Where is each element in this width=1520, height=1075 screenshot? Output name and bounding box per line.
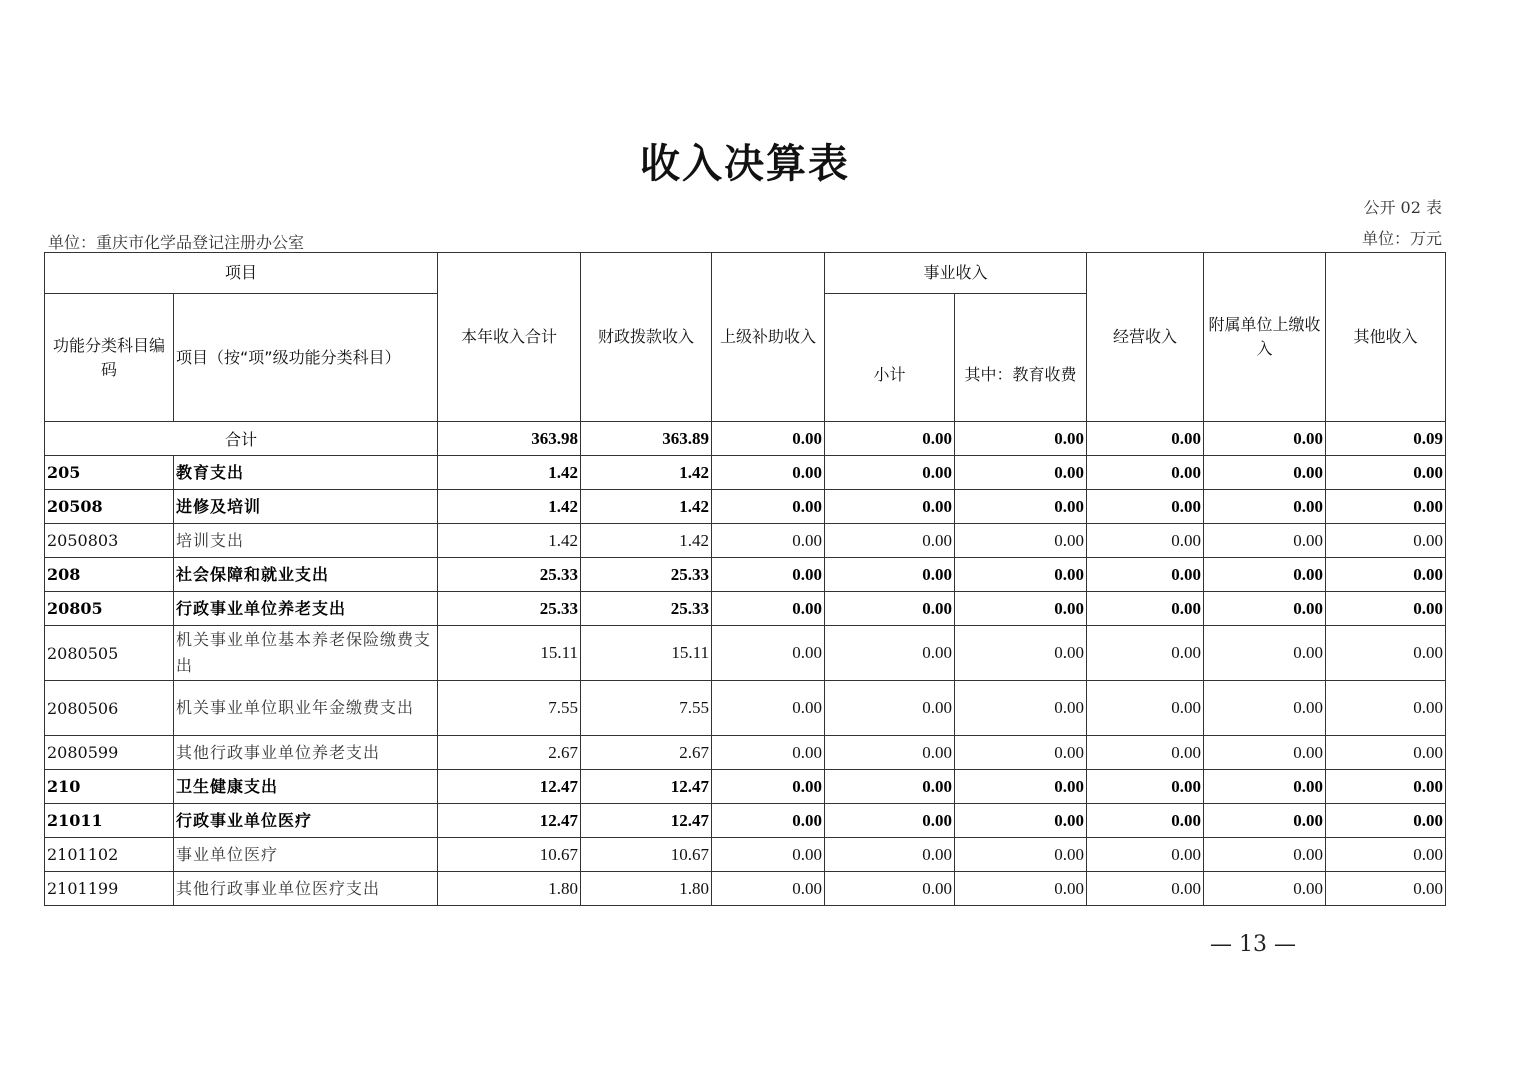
header-other: 其他收入 [1326, 253, 1446, 422]
row-code: 2080506 [45, 681, 174, 736]
row-value: 0.00 [825, 872, 955, 906]
row-value: 2.67 [438, 736, 581, 770]
row-value: 0.00 [1326, 592, 1446, 626]
row-code: 210 [45, 770, 174, 804]
row-value: 0.00 [825, 681, 955, 736]
row-value: 0.00 [825, 558, 955, 592]
row-value: 0.00 [1087, 681, 1204, 736]
row-value: 0.00 [825, 490, 955, 524]
row-value: 15.11 [438, 626, 581, 681]
header-education: 其中：教育收费 [955, 294, 1087, 422]
total-value: 0.00 [1087, 422, 1204, 456]
row-value: 0.00 [825, 770, 955, 804]
row-value: 12.47 [581, 770, 712, 804]
row-value: 0.00 [1326, 626, 1446, 681]
row-code: 21011 [45, 804, 174, 838]
table-row [45, 490, 1446, 524]
table-row [45, 736, 1446, 770]
income-table [44, 252, 1446, 906]
row-code: 2080505 [45, 626, 174, 681]
row-value: 1.42 [438, 490, 581, 524]
row-value: 0.00 [955, 872, 1087, 906]
row-value: 2.67 [581, 736, 712, 770]
row-code: 2080599 [45, 736, 174, 770]
row-value: 0.00 [1204, 626, 1326, 681]
row-value: 0.00 [1087, 456, 1204, 490]
row-name: 行政事业单位医疗 [174, 804, 438, 838]
row-value: 1.80 [438, 872, 581, 906]
row-value: 0.00 [1087, 804, 1204, 838]
row-value: 0.00 [825, 524, 955, 558]
row-code: 205 [45, 456, 174, 490]
header-upper-subsidy: 上级补助收入 [712, 253, 825, 422]
row-value: 0.00 [712, 804, 825, 838]
total-value: 0.09 [1326, 422, 1446, 456]
money-unit: 单位：万元 [1361, 229, 1442, 248]
row-value: 0.00 [825, 804, 955, 838]
row-value: 0.00 [712, 524, 825, 558]
row-value: 0.00 [1087, 524, 1204, 558]
row-value: 0.00 [1326, 872, 1446, 906]
table-row [45, 456, 1446, 490]
row-name: 机关事业单位职业年金缴费支出 [174, 681, 438, 736]
page-number: — 13 — [1210, 932, 1296, 957]
row-value: 1.80 [581, 872, 712, 906]
row-value: 1.42 [581, 456, 712, 490]
row-value: 25.33 [438, 558, 581, 592]
row-value: 0.00 [712, 770, 825, 804]
row-value: 0.00 [712, 838, 825, 872]
total-value: 363.98 [438, 422, 581, 456]
row-value: 7.55 [438, 681, 581, 736]
row-code: 2101102 [45, 838, 174, 872]
table-row [45, 770, 1446, 804]
row-value: 0.00 [1204, 770, 1326, 804]
row-value: 0.00 [1204, 838, 1326, 872]
total-value: 0.00 [825, 422, 955, 456]
row-name: 卫生健康支出 [174, 770, 438, 804]
row-code: 208 [45, 558, 174, 592]
row-value: 0.00 [1087, 838, 1204, 872]
row-value: 0.00 [955, 626, 1087, 681]
row-value: 0.00 [712, 872, 825, 906]
row-value: 0.00 [1204, 681, 1326, 736]
row-name: 进修及培训 [174, 490, 438, 524]
row-value: 0.00 [712, 626, 825, 681]
table-row [45, 558, 1446, 592]
row-name: 社会保障和就业支出 [174, 558, 438, 592]
row-name: 事业单位医疗 [174, 838, 438, 872]
row-value: 1.42 [438, 524, 581, 558]
row-value: 10.67 [581, 838, 712, 872]
row-value: 0.00 [1326, 456, 1446, 490]
total-value: 0.00 [955, 422, 1087, 456]
row-value: 0.00 [955, 804, 1087, 838]
row-value: 0.00 [1326, 490, 1446, 524]
row-value: 0.00 [712, 681, 825, 736]
row-value: 25.33 [581, 592, 712, 626]
row-value: 0.00 [1087, 490, 1204, 524]
row-value: 0.00 [1087, 770, 1204, 804]
row-value: 0.00 [825, 592, 955, 626]
row-value: 0.00 [1204, 524, 1326, 558]
row-value: 0.00 [955, 490, 1087, 524]
table-row [45, 872, 1446, 906]
row-name: 其他行政事业单位医疗支出 [174, 872, 438, 906]
row-value: 0.00 [825, 838, 955, 872]
form-number: 公开 02 表 [1363, 198, 1442, 217]
row-name: 机关事业单位基本养老保险缴费支出 [174, 626, 438, 681]
row-value: 0.00 [1326, 558, 1446, 592]
header-name: 项目（按“项”级功能分类科目） [174, 294, 438, 422]
row-value: 0.00 [1204, 558, 1326, 592]
row-value: 0.00 [712, 592, 825, 626]
table-row [45, 626, 1446, 681]
row-value: 0.00 [1326, 736, 1446, 770]
table-row [45, 804, 1446, 838]
row-value: 0.00 [955, 592, 1087, 626]
header-subtotal: 小计 [825, 294, 955, 422]
row-value: 12.47 [438, 770, 581, 804]
row-value: 0.00 [712, 456, 825, 490]
row-value: 12.47 [581, 804, 712, 838]
row-value: 0.00 [1326, 804, 1446, 838]
row-value: 0.00 [1204, 872, 1326, 906]
row-value: 25.33 [438, 592, 581, 626]
row-code: 2101199 [45, 872, 174, 906]
total-value: 363.89 [581, 422, 712, 456]
row-value: 1.42 [581, 490, 712, 524]
table-row [45, 681, 1446, 736]
header-career-income: 事业收入 [825, 253, 1087, 294]
row-value: 7.55 [581, 681, 712, 736]
row-name: 教育支出 [174, 456, 438, 490]
row-value: 0.00 [1087, 558, 1204, 592]
row-value: 0.00 [1326, 770, 1446, 804]
header-operation: 经营收入 [1087, 253, 1204, 422]
row-value: 0.00 [825, 456, 955, 490]
row-code: 2050803 [45, 524, 174, 558]
row-value: 0.00 [712, 736, 825, 770]
row-value: 0.00 [955, 838, 1087, 872]
row-name: 其他行政事业单位养老支出 [174, 736, 438, 770]
row-value: 0.00 [1087, 872, 1204, 906]
table-row [45, 592, 1446, 626]
row-value: 0.00 [1087, 592, 1204, 626]
total-row [45, 422, 1446, 456]
total-label: 合计 [45, 422, 438, 456]
row-value: 0.00 [1087, 736, 1204, 770]
row-value: 0.00 [825, 626, 955, 681]
row-code: 20805 [45, 592, 174, 626]
header-affiliate: 附属单位上缴收入 [1204, 253, 1326, 422]
row-value: 0.00 [1326, 838, 1446, 872]
row-value: 12.47 [438, 804, 581, 838]
row-value: 0.00 [955, 770, 1087, 804]
row-value: 0.00 [1204, 592, 1326, 626]
row-value: 0.00 [1204, 804, 1326, 838]
row-value: 0.00 [1326, 681, 1446, 736]
row-value: 0.00 [1204, 456, 1326, 490]
row-value: 0.00 [955, 524, 1087, 558]
header-total: 本年收入合计 [438, 253, 581, 422]
total-value: 0.00 [1204, 422, 1326, 456]
row-value: 25.33 [581, 558, 712, 592]
table-row [45, 838, 1446, 872]
total-value: 0.00 [712, 422, 825, 456]
page-title: 收入决算表 [640, 141, 850, 187]
row-name: 行政事业单位养老支出 [174, 592, 438, 626]
row-value: 0.00 [955, 456, 1087, 490]
table-body [45, 422, 1446, 906]
row-code: 20508 [45, 490, 174, 524]
header-code: 功能分类科目编码 [45, 294, 174, 422]
row-value: 0.00 [1204, 490, 1326, 524]
row-value: 0.00 [955, 558, 1087, 592]
row-value: 0.00 [955, 681, 1087, 736]
row-value: 0.00 [955, 736, 1087, 770]
organization-unit: 单位：重庆市化学品登记注册办公室 [48, 233, 305, 252]
row-value: 0.00 [1204, 736, 1326, 770]
row-value: 0.00 [1087, 626, 1204, 681]
row-value: 10.67 [438, 838, 581, 872]
table-row [45, 524, 1446, 558]
row-value: 0.00 [712, 558, 825, 592]
row-name: 培训支出 [174, 524, 438, 558]
row-value: 1.42 [581, 524, 712, 558]
row-value: 0.00 [1326, 524, 1446, 558]
header-project: 项目 [45, 253, 438, 294]
row-value: 1.42 [438, 456, 581, 490]
row-value: 15.11 [581, 626, 712, 681]
header-fiscal: 财政拨款收入 [581, 253, 712, 422]
row-value: 0.00 [712, 490, 825, 524]
row-value: 0.00 [825, 736, 955, 770]
